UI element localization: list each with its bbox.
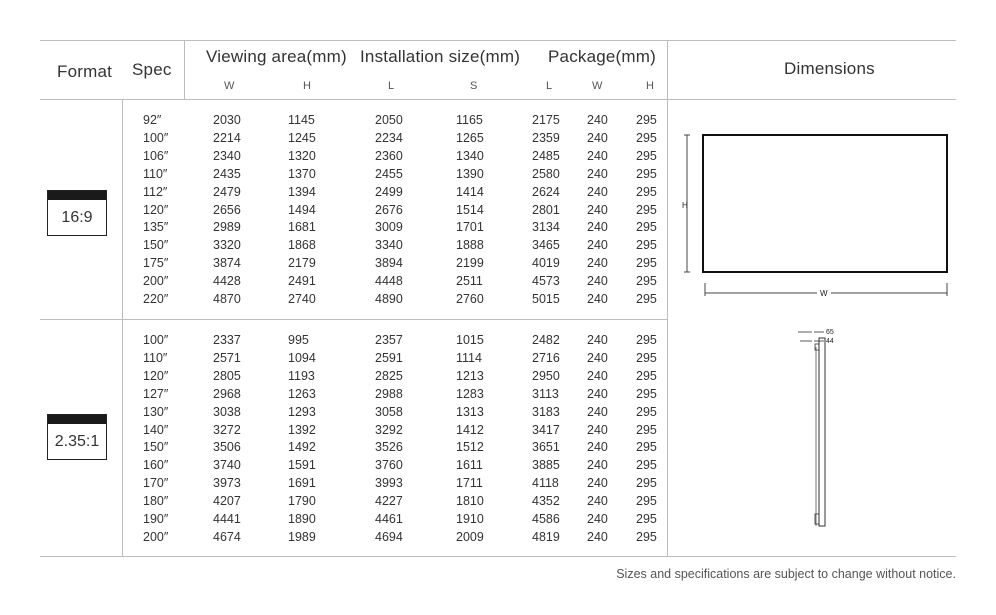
spec-cell: 127″ — [143, 386, 169, 401]
package-width-cell: 240 — [587, 494, 608, 509]
viewing-width-cell: 2337 — [213, 333, 241, 347]
viewing-width-cell: 2479 — [213, 184, 241, 199]
spec-cell: 110″ — [143, 350, 168, 365]
dimensions-header: Dimensions — [784, 59, 875, 78]
spec-cell: 110″ — [143, 166, 168, 181]
package-width-cell: 240 — [587, 148, 608, 163]
viewing-width-cell: 4428 — [213, 274, 241, 289]
package-height-cell: 295 — [636, 458, 657, 473]
installation-length-cell: 2988 — [375, 386, 403, 401]
format-badge-16-9 — [47, 190, 107, 236]
viewing-width-cell: 2968 — [213, 386, 241, 401]
viewing-height-cell: 1890 — [288, 512, 316, 526]
viewing-width-cell: 3874 — [213, 256, 241, 271]
installation-s-cell: 1810 — [456, 494, 484, 509]
installation-length-cell: 3009 — [375, 220, 403, 235]
viewing-width-cell: 2805 — [213, 368, 241, 383]
package-length-cell: 4118 — [532, 476, 559, 491]
package-length-cell: 5015 — [532, 292, 560, 306]
package-height-cell: 295 — [636, 476, 657, 491]
package-height-cell: 295 — [636, 333, 657, 347]
viewing-height-cell: 1591 — [288, 458, 316, 473]
side-frame-top-cap — [815, 344, 819, 350]
viewing-height-cell: 2491 — [288, 274, 316, 289]
package-width-cell: 240 — [587, 476, 608, 491]
package-length-cell: 3417 — [532, 422, 560, 437]
bottom-rule — [40, 556, 956, 557]
installation-length-cell: 3058 — [375, 404, 403, 419]
installation-s-cell: 1340 — [456, 148, 484, 163]
package-height-cell: 295 — [636, 368, 657, 383]
installation-length-cell: 4227 — [375, 494, 403, 509]
spec-header: Spec — [132, 60, 172, 79]
package-length-cell: 4573 — [532, 274, 560, 289]
package-length-cell: 3465 — [532, 238, 560, 253]
viewing-width-subheader: W — [224, 80, 235, 92]
installation-length-cell: 3526 — [375, 440, 403, 455]
top-rule — [40, 40, 956, 41]
installation-s-cell: 2199 — [456, 256, 484, 271]
format-header: Format — [57, 62, 113, 81]
installation-s-cell: 2511 — [456, 274, 483, 289]
package-height-cell: 295 — [636, 130, 657, 145]
package-length-cell: 3885 — [532, 458, 560, 473]
viewing-height-cell: 1790 — [288, 494, 316, 509]
spec-cell: 92″ — [143, 113, 162, 127]
installation-s-cell: 1114 — [456, 350, 482, 365]
package-width-cell: 240 — [587, 220, 608, 235]
package-height-cell: 295 — [636, 292, 657, 306]
package-width-cell: 240 — [587, 130, 608, 145]
viewing-width-cell: 2214 — [213, 130, 241, 145]
package-height-cell: 295 — [636, 220, 657, 235]
installation-s-cell: 1213 — [456, 368, 484, 383]
spec-column-divider-body — [122, 99, 123, 556]
width-dimension-label: W — [820, 289, 828, 298]
side-frame-bottom-cap — [815, 514, 819, 524]
viewing-width-cell: 4207 — [213, 494, 241, 509]
installation-s-cell: 1412 — [456, 422, 484, 437]
installation-length-cell: 4448 — [375, 274, 403, 289]
installation-length-cell: 2360 — [375, 148, 403, 163]
viewing-width-cell: 3740 — [213, 458, 241, 473]
spec-cell: 106″ — [143, 148, 169, 163]
viewing-width-cell: 4674 — [213, 529, 241, 544]
viewing-width-cell: 2340 — [213, 148, 241, 163]
package-length-cell: 4019 — [532, 256, 560, 271]
viewing-height-cell: 1494 — [288, 202, 316, 217]
viewing-width-cell: 2030 — [213, 113, 241, 127]
installation-length-cell: 2591 — [375, 350, 403, 365]
viewing-height-cell: 2179 — [288, 256, 316, 271]
installation-s-cell: 1711 — [456, 476, 483, 491]
package-length-cell: 4586 — [532, 512, 560, 526]
package-length-cell: 3651 — [532, 440, 560, 455]
spec-column-divider-top — [184, 40, 185, 99]
package-height-cell: 295 — [636, 166, 657, 181]
viewing-height-cell: 1492 — [288, 440, 316, 455]
format-badge-2-35-1 — [47, 414, 107, 460]
package-width-cell: 240 — [587, 166, 608, 181]
package-length-cell: 2950 — [532, 368, 560, 383]
spec-cell: 130″ — [143, 404, 169, 419]
viewing-height-cell: 1263 — [288, 386, 316, 401]
package-height-cell: 295 — [636, 422, 657, 437]
viewing-height-cell: 995 — [288, 333, 309, 347]
viewing-width-cell: 3038 — [213, 404, 241, 419]
package-height-cell: 295 — [636, 494, 657, 509]
package-height-cell: 295 — [636, 386, 657, 401]
package-width-cell: 240 — [587, 238, 608, 253]
package-width-cell: 240 — [587, 440, 608, 455]
viewing-height-cell: 1320 — [288, 148, 316, 163]
format-label: 16:9 — [61, 209, 93, 226]
package-height-cell: 295 — [636, 529, 657, 544]
package-width-cell: 240 — [587, 350, 608, 365]
package-length-cell: 2175 — [532, 113, 560, 127]
spec-cell: 150″ — [143, 440, 169, 455]
package-width-cell: 240 — [587, 292, 608, 306]
spec-cell: 180″ — [143, 494, 169, 509]
package-width-cell: 240 — [587, 333, 608, 347]
side-frame-profile — [819, 338, 825, 526]
package-width-cell: 240 — [587, 184, 608, 199]
header-rule — [40, 99, 956, 100]
front-dimension-diagram — [680, 125, 955, 300]
spec-cell: 170″ — [143, 476, 169, 491]
installation-length-cell: 4461 — [375, 512, 403, 526]
spec-cell: 140″ — [143, 422, 169, 437]
side-profile-diagram — [790, 322, 860, 532]
dimensions-column-divider — [667, 40, 668, 556]
installation-s-cell: 1265 — [456, 130, 484, 145]
package-height-cell: 295 — [636, 256, 657, 271]
package-height-cell: 295 — [636, 512, 657, 526]
viewing-width-cell: 3272 — [213, 422, 241, 437]
installation-length-cell: 2825 — [375, 368, 403, 383]
package-width-cell: 240 — [587, 386, 608, 401]
package-height-cell: 295 — [636, 238, 657, 253]
package-width-cell: 240 — [587, 404, 608, 419]
package-length-cell: 3113 — [532, 386, 559, 401]
package-width-cell: 240 — [587, 458, 608, 473]
spec-cell: 150″ — [143, 238, 169, 253]
installation-length-cell: 2357 — [375, 333, 403, 347]
badge-screen-bar — [48, 191, 106, 200]
package-width-subheader: W — [592, 80, 603, 92]
package-height-cell: 295 — [636, 350, 657, 365]
viewing-width-cell: 3320 — [213, 238, 241, 253]
spec-cell: 190″ — [143, 512, 169, 526]
installation-s-cell: 1701 — [456, 220, 484, 235]
spec-cell: 100″ — [143, 333, 169, 347]
viewing-width-cell: 2435 — [213, 166, 241, 181]
installation-length-cell: 3760 — [375, 458, 403, 473]
package-height-subheader: H — [646, 80, 654, 92]
screen-front-outline — [703, 135, 947, 272]
group-divider-rule — [40, 319, 668, 320]
package-length-cell: 2359 — [532, 130, 560, 145]
viewing-height-cell: 2740 — [288, 292, 316, 306]
format-label: 2.35:1 — [54, 433, 100, 450]
viewing-width-cell: 2571 — [213, 350, 241, 365]
viewing-height-cell: 1145 — [288, 113, 315, 127]
spec-cell: 200″ — [143, 274, 169, 289]
package-height-cell: 295 — [636, 184, 657, 199]
viewing-area-header: Viewing area(mm) — [206, 47, 347, 66]
package-width-cell: 240 — [587, 529, 608, 544]
spec-cell: 220″ — [143, 292, 169, 306]
installation-s-cell: 1512 — [456, 440, 484, 455]
spec-cell: 200″ — [143, 529, 169, 544]
package-width-cell: 240 — [587, 368, 608, 383]
viewing-width-cell: 4441 — [213, 512, 241, 526]
package-length-cell: 2580 — [532, 166, 560, 181]
package-height-cell: 295 — [636, 274, 657, 289]
installation-s-cell: 1313 — [456, 404, 484, 419]
installation-length-cell: 3993 — [375, 476, 403, 491]
viewing-height-subheader: H — [303, 80, 311, 92]
installation-length-cell: 2050 — [375, 113, 403, 127]
installation-s-cell: 1414 — [456, 184, 484, 199]
viewing-height-cell: 1691 — [288, 476, 316, 491]
installation-length-cell: 3894 — [375, 256, 403, 271]
viewing-height-cell: 1293 — [288, 404, 316, 419]
spec-cell: 112″ — [143, 184, 168, 199]
package-length-cell: 2624 — [532, 184, 560, 199]
package-length-cell: 3134 — [532, 220, 560, 235]
installation-length-cell: 2455 — [375, 166, 403, 181]
badge-screen-bar — [48, 415, 106, 424]
package-height-cell: 295 — [636, 440, 657, 455]
installation-s-cell: 1514 — [456, 202, 484, 217]
package-height-cell: 295 — [636, 202, 657, 217]
side-dimension-label-65: 65 — [826, 329, 834, 336]
installation-length-cell: 2676 — [375, 202, 403, 217]
package-width-cell: 240 — [587, 512, 608, 526]
installation-length-cell: 2499 — [375, 184, 403, 199]
installation-s-cell: 1888 — [456, 238, 484, 253]
package-height-cell: 295 — [636, 148, 657, 163]
disclaimer-footnote: Sizes and specifications are subject to change without notice. — [616, 567, 956, 581]
package-length-subheader: L — [546, 80, 553, 92]
spec-cell: 160″ — [143, 458, 169, 473]
spec-cell: 120″ — [143, 368, 169, 383]
spec-cell: 135″ — [143, 220, 169, 235]
package-width-cell: 240 — [587, 113, 608, 127]
viewing-width-cell: 4870 — [213, 292, 241, 306]
installation-s-cell: 2009 — [456, 529, 484, 544]
installation-s-cell: 1611 — [456, 458, 483, 473]
viewing-width-cell: 2656 — [213, 202, 241, 217]
installation-s-cell: 1910 — [456, 512, 484, 526]
package-width-cell: 240 — [587, 202, 608, 217]
installation-s-cell: 1283 — [456, 386, 484, 401]
package-width-cell: 240 — [587, 274, 608, 289]
spec-cell: 120″ — [143, 202, 169, 217]
installation-length-cell: 4694 — [375, 529, 403, 544]
viewing-height-cell: 1989 — [288, 529, 316, 544]
viewing-width-cell: 3506 — [213, 440, 241, 455]
height-dimension-label: H — [682, 201, 688, 210]
package-length-cell: 3183 — [532, 404, 560, 419]
viewing-height-cell: 1193 — [288, 368, 315, 383]
viewing-height-cell: 1868 — [288, 238, 316, 253]
installation-s-subheader: S — [470, 80, 478, 92]
side-dimension-label-44: 44 — [826, 338, 834, 345]
package-header: Package(mm) — [548, 47, 657, 66]
viewing-width-cell: 3973 — [213, 476, 241, 491]
viewing-height-cell: 1094 — [288, 350, 316, 365]
installation-s-cell: 1015 — [456, 333, 484, 347]
viewing-height-cell: 1392 — [288, 422, 316, 437]
package-length-cell: 4819 — [532, 529, 560, 544]
installation-length-subheader: L — [388, 80, 395, 92]
viewing-height-cell: 1245 — [288, 130, 316, 145]
spec-cell: 100″ — [143, 130, 169, 145]
package-length-cell: 2482 — [532, 333, 560, 347]
installation-s-cell: 1390 — [456, 166, 484, 181]
package-length-cell: 2801 — [532, 202, 560, 217]
viewing-width-cell: 2989 — [213, 220, 241, 235]
installation-length-cell: 4890 — [375, 292, 403, 306]
spec-cell: 175″ — [143, 256, 169, 271]
package-width-cell: 240 — [587, 422, 608, 437]
package-width-cell: 240 — [587, 256, 608, 271]
installation-s-cell: 1165 — [456, 113, 483, 127]
package-length-cell: 4352 — [532, 494, 560, 509]
installation-length-cell: 3340 — [375, 238, 403, 253]
installation-s-cell: 2760 — [456, 292, 484, 306]
package-height-cell: 295 — [636, 113, 657, 127]
installation-length-cell: 3292 — [375, 422, 403, 437]
viewing-height-cell: 1681 — [288, 220, 316, 235]
installation-length-cell: 2234 — [375, 130, 403, 145]
viewing-height-cell: 1394 — [288, 184, 316, 199]
package-height-cell: 295 — [636, 404, 657, 419]
installation-size-header: Installation size(mm) — [360, 47, 521, 66]
package-length-cell: 2485 — [532, 148, 560, 163]
package-length-cell: 2716 — [532, 350, 560, 365]
viewing-height-cell: 1370 — [288, 166, 316, 181]
